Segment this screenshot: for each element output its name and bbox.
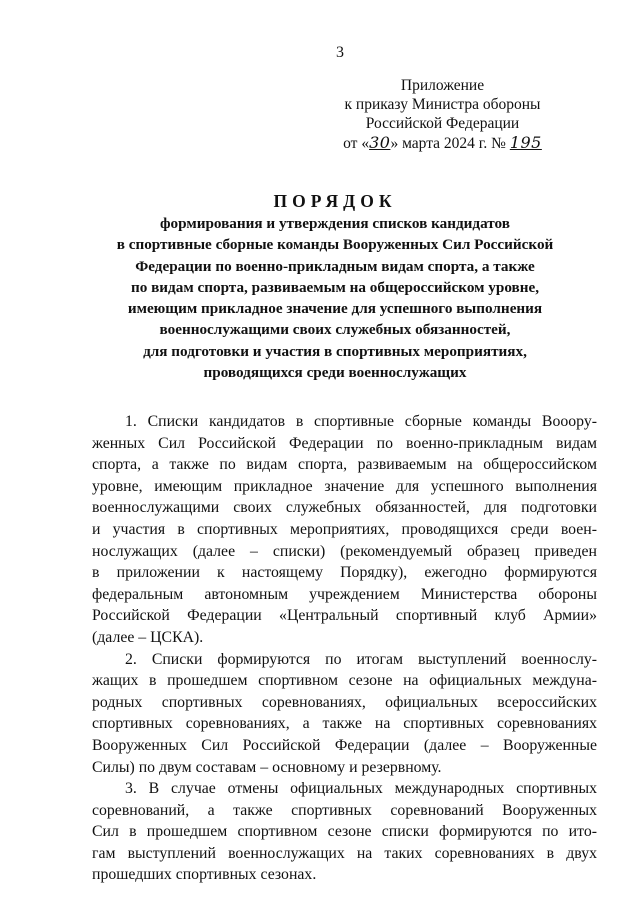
text-line: родных спортивных соревнованиях, официальных всероссийских bbox=[92, 693, 597, 711]
appendix-order-ref: к приказу Министра обороны bbox=[344, 96, 541, 113]
document-body bbox=[92, 411, 597, 886]
title-line: для подготовки и участия в спортивных мероприятиях, bbox=[143, 342, 527, 360]
text-line: (далее – ЦСКА). bbox=[92, 628, 204, 646]
title-line: по видам спорта, развиваемым на общероссийском уровне, bbox=[130, 278, 540, 296]
page-number: 3 bbox=[336, 44, 344, 61]
handwritten-order-number: 195 bbox=[509, 133, 542, 152]
title-line: проводящихся среди военнослужащих bbox=[203, 364, 467, 382]
document-title bbox=[90, 189, 580, 383]
text-line: 1. Списки кандидатов в спортивные сборные команды Вооору- bbox=[125, 413, 597, 430]
text-line: женных Сил Российской Федерации по военно-прикладным видам bbox=[92, 434, 597, 452]
text-line: военнослужащими своих служебных обязанностей, для подготовки bbox=[92, 499, 597, 517]
title-line: военнослужащими своих служебных обязанностей, bbox=[159, 321, 511, 339]
paragraph-3 bbox=[92, 778, 597, 886]
title-line: в спортивные сборные команды Вооруженных Сил Российской bbox=[116, 236, 554, 254]
text-line: соревнований, а также спортивных соревнований Вооруженных bbox=[92, 801, 597, 819]
text-line: прошедших спортивных сезонах. bbox=[92, 866, 317, 884]
text-line: 3. В случае отмены официальных международных спортивных bbox=[125, 780, 597, 798]
title-heading: ПОРЯДОК bbox=[273, 191, 397, 211]
paragraph-1 bbox=[92, 411, 597, 649]
text-line: федеральным автономным учреждением Министерства обороны bbox=[92, 585, 597, 603]
title-line: имеющим прикладное значение для успешного выполнения bbox=[127, 300, 543, 318]
text-line: спортивных соревнованиях, а также на спортивных соревнованиях bbox=[92, 715, 597, 733]
text-line: и участия в спортивных мероприятиях, проводящихся среди воен- bbox=[92, 520, 597, 538]
text-line: Силы) по двум составам – основному и резервному. bbox=[92, 758, 442, 776]
text-line: гам выступлений военнослужащих на таких соревнованиях в двух bbox=[92, 844, 597, 862]
text-line: жащих в прошедшем спортивном сезоне на официальных междуна- bbox=[92, 672, 597, 690]
appendix-country: Российской Федерации bbox=[365, 115, 520, 132]
text-line: Сил в прошедшем спортивном сезоне списки формируются по ито- bbox=[92, 823, 597, 841]
text-line: Вооруженных Сил Российской Федерации (далее – Вооруженные bbox=[92, 736, 597, 754]
text-line: нослужащих (далее – списки) (рекомендуемый образец приведен bbox=[92, 542, 597, 560]
title-line: формирования и утверждения списков кандидатов bbox=[160, 215, 510, 232]
paragraph-2 bbox=[92, 649, 597, 779]
text-line: спорта, а также по видам спорта, развиваемым на общероссийском bbox=[92, 456, 597, 474]
appendix-label: Приложение bbox=[400, 77, 485, 94]
handwritten-day: 30 bbox=[369, 133, 391, 152]
text-line: 2. Списки формируются по итогам выступлений военнослу- bbox=[125, 650, 597, 668]
date-prefix: от « bbox=[343, 135, 370, 152]
text-line: Российской Федерации «Центральный спортивный клуб Армии» bbox=[92, 607, 597, 625]
appendix-header bbox=[300, 76, 585, 153]
appendix-date-line bbox=[300, 133, 585, 153]
text-line: в приложении к настоящему Порядку), ежегодно формируются bbox=[92, 564, 597, 582]
date-mid: » марта 2024 г. № bbox=[390, 135, 510, 152]
title-line: Федерации по военно-прикладным видам спорта, а также bbox=[135, 257, 535, 275]
text-line: уровне, имеющим прикладное значение для успешного выполнения bbox=[92, 477, 597, 495]
